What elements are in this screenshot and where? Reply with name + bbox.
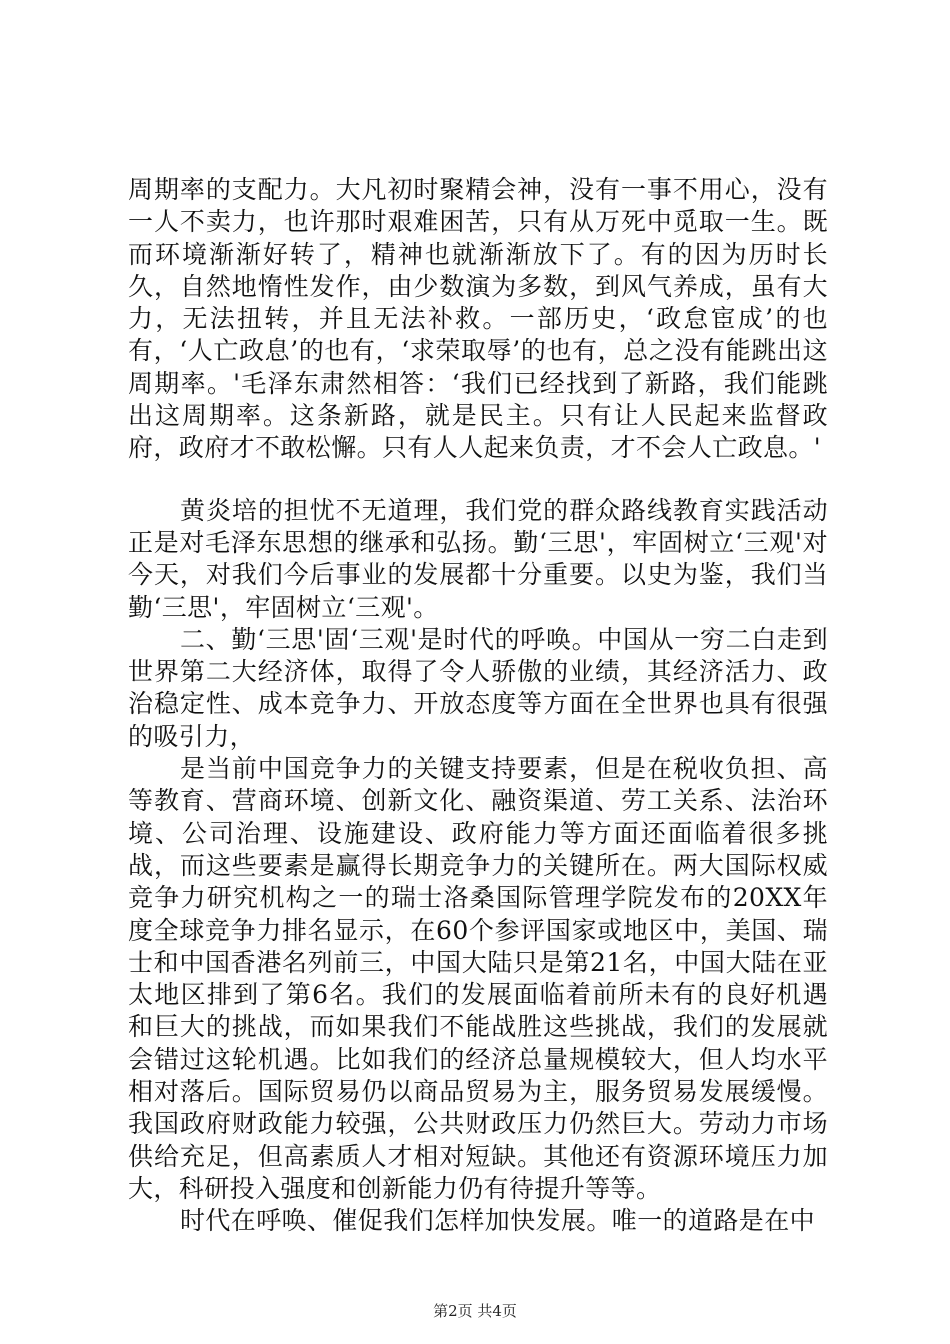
paragraph-1: 周期率的支配力。大凡初时聚精会神，没有一事不用心，没有一人不卖力，也许那时艰难困苦，只有从万死中觅取一生。既而环境渐渐好转了，精神也就渐渐放下了。有的因为历时长久，自然地惰性发作，由少数演为多数，到风气养成，虽有大力，无法扭转，并且无法补救。一部历史，‘政怠宦成’的也有，‘人亡政息’的也有，‘求荣取辱’的也有，总之没有能跳出这周期率。'毛泽东肃然相答：‘我们已经找到了新路，我们能跳出这周期率。这条新路，就是民主。只有让人民起来监督政府，政府才不敢松懈。只有人人起来负责，才不会人亡政息。' — [128, 175, 828, 463]
paragraph-2: 黄炎培的担忧不无道理，我们党的群众路线教育实践活动正是对毛泽东思想的继承和弘扬。勤‘三思'，牢固树立‘三观'对今天，对我们今后事业的发展都十分重要。以史为鉴，我们当勤‘三思'，牢固树立‘三观'。 — [128, 495, 828, 622]
body-text — [128, 174, 828, 1238]
paragraph-5: 时代在呼唤、催促我们怎样加快发展。唯一的道路是在中 — [180, 1206, 816, 1236]
page-footer: 第2页 共4页 — [433, 1302, 517, 1320]
paragraph-4: 是当前中国竞争力的关键支持要素，但是在税收负担、高等教育、营商环境、创新文化、融资渠道、劳工关系、法治环境、公司治理、设施建设、政府能力等方面还面临着很多挑战，而这些要素是赢得长期竞争力的关键所在。两大国际权威竞争力研究机构之一的瑞士洛桑国际管理学院发布的20XX年度全球竞争力排名显示，在60个参评国家或地区中，美国、瑞士和中国香港名列前三，中国大陆只是第21名，中国大陆在亚太地区排到了第6名。我们的发展面临着前所未有的良好机遇和巨大的挑战，而如果我们不能战胜这些挑战，我们的发展就会错过这轮机遇。比如我们的经济总量规模较大，但人均水平相对落后。国际贸易仍以商品贸易为主，服务贸易发展缓慢。我国政府财政能力较强，公共财政压力仍然巨大。劳动力市场供给充足，但高素质人才相对短缺。其他还有资源环境压力加大，科研投入强度和创新能力仍有待提升等等。 — [128, 754, 828, 1203]
paragraph-3: 二、勤‘三思'固‘三观'是时代的呼唤。中国从一穷二白走到世界第二大经济体，取得了令人骄傲的业绩，其经济活力、政治稳定性、成本竞争力、开放态度等方面在全世界也具有很强的吸引力， — [128, 624, 828, 751]
